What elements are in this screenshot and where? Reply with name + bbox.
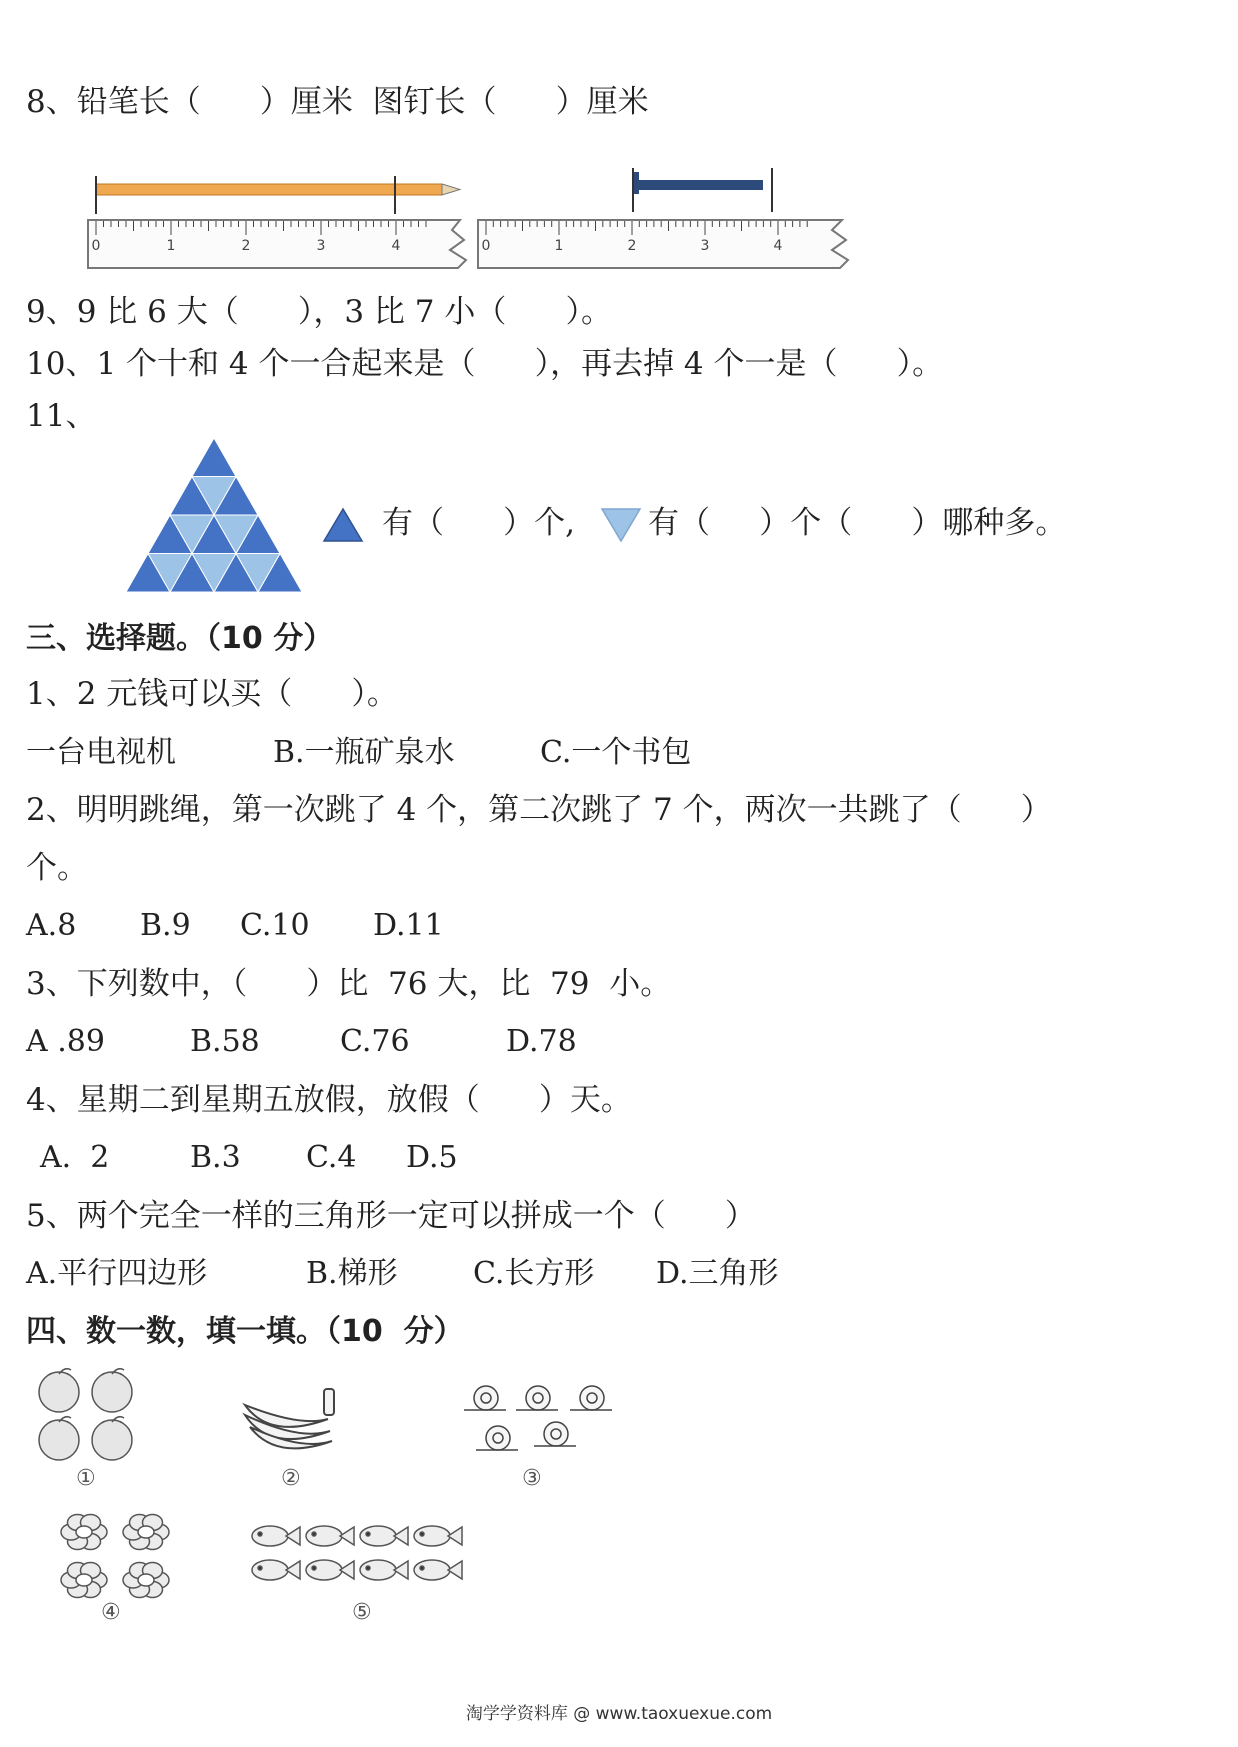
choice-q5-option-d: D.三角形 xyxy=(656,1256,779,1291)
fish-icon xyxy=(414,1560,462,1580)
downward-triangle-icon xyxy=(600,507,642,543)
choice-q3-option-c: C.76 xyxy=(340,1024,410,1059)
apple-icon xyxy=(92,1372,132,1412)
choice-q4: 4、星期二到星期五放假，放假（ ）天。 xyxy=(26,1082,632,1118)
section-3-heading: 三、选择题。（10 分） xyxy=(26,621,334,656)
question-11-part2: 有（ ）个（ ）哪种多。 xyxy=(648,505,1067,541)
question-11-number: 11、 xyxy=(26,398,97,434)
choice-q1: 1、2 元钱可以买（ ）。 xyxy=(26,676,398,712)
snail-group xyxy=(456,1380,626,1468)
fish-icon xyxy=(306,1560,354,1580)
choice-q1-option-a: 一台电视机 xyxy=(26,735,176,770)
ruler-2 xyxy=(478,220,848,268)
question-10: 10、1 个十和 4 个一合起来是（ ），再去掉 4 个一是（ ）。 xyxy=(26,346,944,382)
ruler-1-label-1: 1 xyxy=(166,238,176,254)
choice-q5-option-b: B.梯形 xyxy=(306,1256,398,1291)
apple-icon xyxy=(39,1372,79,1412)
up-triangle xyxy=(192,438,236,477)
group-1-caption: ① xyxy=(76,1466,96,1491)
group-4-caption: ④ xyxy=(101,1600,121,1625)
question-9: 9、9 比 6 大（ ），3 比 7 小（ ）。 xyxy=(26,294,612,330)
flower-group xyxy=(54,1508,178,1604)
question-8: 8、铅笔长（ ）厘米 图钉长（ ）厘米 xyxy=(26,84,649,120)
fish-group xyxy=(248,1522,474,1592)
ruler-2-label-4: 4 xyxy=(773,238,783,254)
choice-q5: 5、两个完全一样的三角形一定可以拼成一个（ ） xyxy=(26,1198,756,1234)
banana-group xyxy=(240,1385,340,1457)
group-5-caption: ⑤ xyxy=(352,1600,372,1625)
fish-icon xyxy=(414,1526,462,1546)
flower-icon xyxy=(123,1514,169,1549)
pencil-figure xyxy=(96,176,460,214)
ruler-1-label-4: 4 xyxy=(391,238,401,254)
ruler-2-label-3: 3 xyxy=(700,238,710,254)
triangle-figure xyxy=(126,438,302,592)
ruler-figures xyxy=(80,150,880,280)
choice-q5-option-c: C.长方形 xyxy=(473,1256,595,1291)
fish-icon xyxy=(360,1560,408,1580)
choice-q2-option-d: D.11 xyxy=(373,908,444,943)
ruler-2-label-0: 0 xyxy=(481,238,491,254)
choice-q2-option-b: B.9 xyxy=(140,908,191,943)
choice-q1-option-b: B.一瓶矿泉水 xyxy=(273,735,455,770)
snail-icon xyxy=(516,1386,558,1410)
pin-figure xyxy=(633,168,772,212)
snail-icon xyxy=(570,1386,612,1410)
choice-q4-option-a: A. 2 xyxy=(40,1140,110,1175)
choice-q3-option-a: A .89 xyxy=(26,1024,105,1059)
footer-watermark: 淘学学资料库 @ www.taoxuexue.com xyxy=(465,1704,773,1724)
flower-icon xyxy=(61,1514,107,1549)
apple-group xyxy=(32,1365,142,1465)
choice-q2-option-a: A.8 xyxy=(26,908,77,943)
question-11-part1: 有（ ）个, xyxy=(382,505,575,541)
choice-q2-option-c: C.10 xyxy=(240,908,310,943)
ruler-1 xyxy=(88,220,466,268)
fish-icon xyxy=(306,1526,354,1546)
flower-icon xyxy=(61,1562,107,1597)
choice-q2-continued: 个。 xyxy=(26,850,88,886)
group-3-caption: ③ xyxy=(522,1466,542,1491)
fish-icon xyxy=(252,1526,300,1546)
apple-icon xyxy=(92,1420,132,1460)
upward-triangle-icon xyxy=(322,507,364,543)
apple-icon xyxy=(39,1420,79,1460)
ruler-1-label-2: 2 xyxy=(241,238,251,254)
ruler-2-label-1: 1 xyxy=(554,238,564,254)
choice-q2: 2、明明跳绳，第一次跳了 4 个，第二次跳了 7 个，两次一共跳了（ ） xyxy=(26,792,1052,828)
section-4-heading: 四、数一数，填一填。（10 分） xyxy=(26,1314,464,1349)
choice-q4-option-c: C.4 xyxy=(306,1140,357,1175)
ruler-1-label-3: 3 xyxy=(316,238,326,254)
ruler-1-label-0: 0 xyxy=(91,238,101,254)
snail-icon xyxy=(464,1386,506,1410)
choice-q3: 3、下列数中，（ ）比 76 大，比 79 小。 xyxy=(26,966,672,1002)
flower-icon xyxy=(123,1562,169,1597)
choice-q4-option-b: B.3 xyxy=(190,1140,241,1175)
choice-q4-option-d: D.5 xyxy=(406,1140,458,1175)
choice-q5-option-a: A.平行四边形 xyxy=(26,1256,208,1291)
snail-icon xyxy=(476,1426,518,1450)
ruler-2-label-2: 2 xyxy=(627,238,637,254)
choice-q1-option-c: C.一个书包 xyxy=(540,735,692,770)
choice-q3-option-b: B.58 xyxy=(190,1024,260,1059)
snail-icon xyxy=(534,1422,576,1446)
fish-icon xyxy=(360,1526,408,1546)
group-2-caption: ② xyxy=(281,1466,301,1491)
fish-icon xyxy=(252,1560,300,1580)
choice-q3-option-d: D.78 xyxy=(506,1024,577,1059)
